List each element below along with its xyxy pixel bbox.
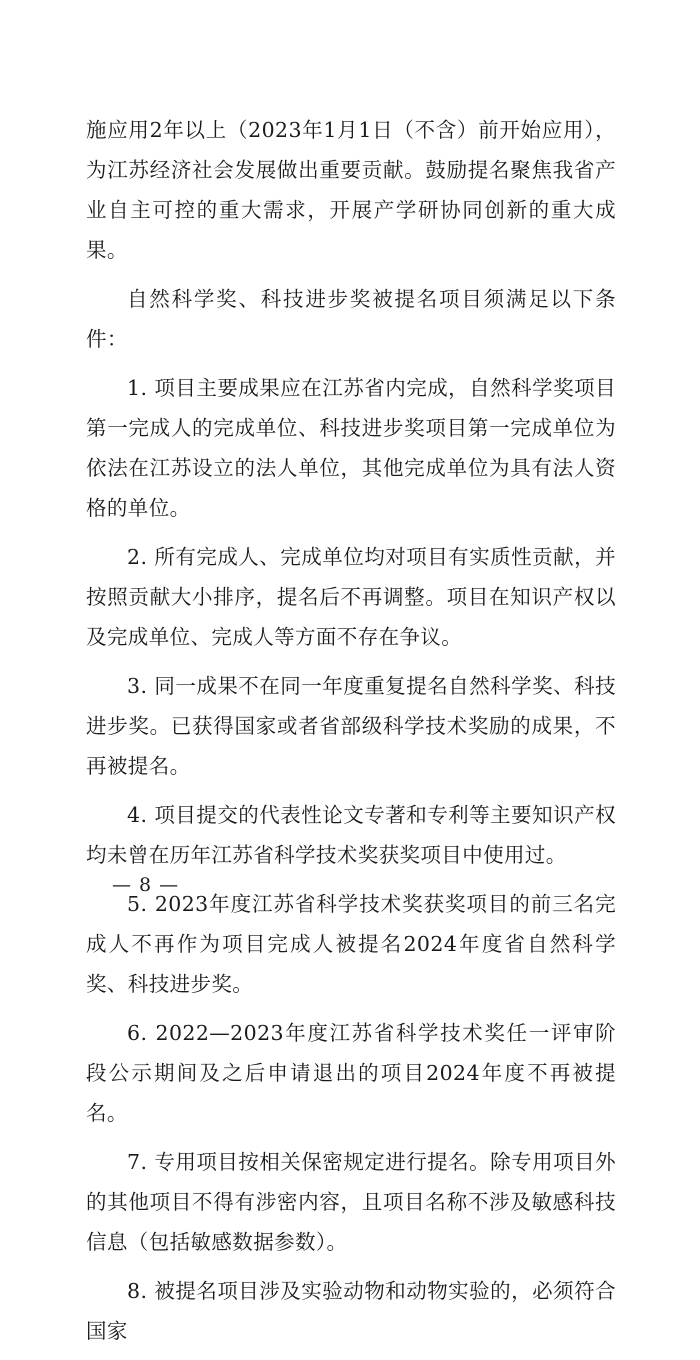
paragraph-condition-1: 1. 项目主要成果应在江苏省内完成，自然科学奖项目第一完成人的完成单位、科技进步奖项目第一完成单位为依法在江苏设立的法人单位，其他完成单位为具有法人资格的单位。 xyxy=(86,376,616,520)
paragraph-continuation: 施应用2年以上（2023年1月1日（不含）前开始应用），为江苏经济社会发展做出重要贡献。鼓励提名聚焦我省产业自主可控的重大需求，开展产学研协同创新的重大成果。 xyxy=(86,118,616,262)
paragraph-condition-2: 2. 所有完成人、完成单位均对项目有实质性贡献，并按照贡献大小排序，提名后不再调整。项目在知识产权以及完成单位、完成人等方面不存在争议。 xyxy=(86,545,616,649)
paragraph-condition-8: 8. 被提名项目涉及实验动物和动物实验的，必须符合国家 xyxy=(86,1279,616,1343)
paragraph-condition-4: 4. 项目提交的代表性论文专著和专利等主要知识产权均未曾在历年江苏省科学技术奖获奖项目中使用过。 xyxy=(86,803,616,867)
paragraph-condition-3: 3. 同一成果不在同一年度重复提名自然科学奖、科技进步奖。已获得国家或者省部级科学技术奖励的成果，不再被提名。 xyxy=(86,674,616,778)
document-body xyxy=(86,110,616,1360)
page-number: — 8 — xyxy=(112,874,180,896)
paragraph-conditions-intro: 自然科学奖、科技进步奖被提名项目须满足以下条件： xyxy=(86,287,616,351)
paragraph-condition-7: 7. 专用项目按相关保密规定进行提名。除专用项目外的其他项目不得有涉密内容，且项目名称不涉及敏感科技信息（包括敏感数据参数）。 xyxy=(86,1150,616,1254)
paragraph-condition-6: 6. 2022—2023年度江苏省科学技术奖任一评审阶段公示期间及之后申请退出的项目2024年度不再被提名。 xyxy=(86,1021,616,1125)
paragraph-condition-5: 5. 2023年度江苏省科学技术奖获奖项目的前三名完成人不再作为项目完成人被提名2024年度省自然科学奖、科技进步奖。 xyxy=(86,892,616,996)
